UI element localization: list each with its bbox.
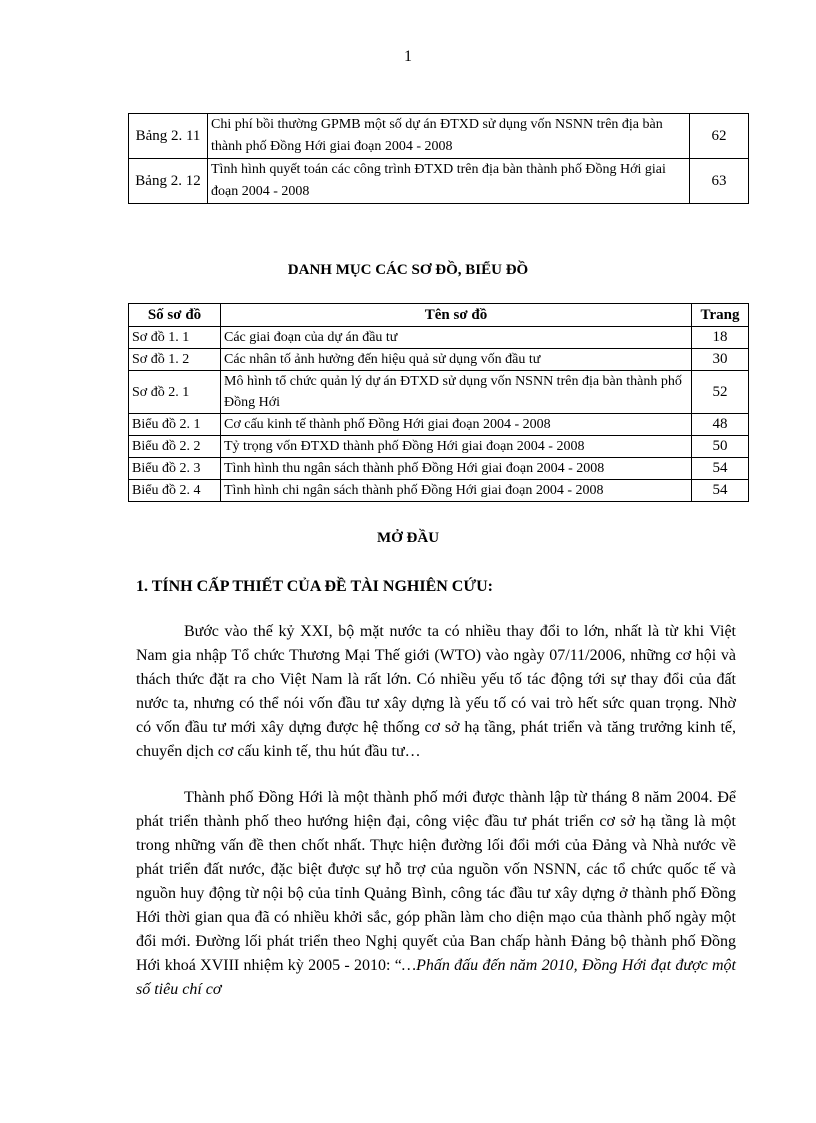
diagram-list-table xyxy=(128,303,749,502)
table-row xyxy=(129,327,749,349)
table-page-cell: 62 xyxy=(690,114,749,159)
diagram-title-cell: Các giai đoạn của dự án đầu tư xyxy=(221,327,692,349)
table-row xyxy=(129,436,749,458)
page-number: 1 xyxy=(404,48,412,65)
table-row xyxy=(129,349,749,371)
table-row xyxy=(129,458,749,480)
table-id-cell: Bảng 2. 11 xyxy=(129,114,208,159)
diagram-page-cell: 54 xyxy=(692,458,749,480)
table-list-continued xyxy=(128,113,749,204)
diagram-id-cell: Biểu đồ 2. 1 xyxy=(129,414,221,436)
table-title-cell: Tình hình quyết toán các công trình ĐTXD trên địa bàn thành phố Đồng Hới giai đoạn 2004 - 2008 xyxy=(208,159,690,204)
table-row xyxy=(129,159,749,204)
paragraph-2-text: Thành phố Đồng Hới là một thành phố mới được thành lập từ tháng 8 năm 2004. Để phát triển thành phố theo hướng hiện đại, công việc đầu tư phát triển cơ sở hạ tầng là một trong những vấn đề then chốt nhất. Thực hiện đường lối đổi mới của Đảng và Nhà nước về phát triển đất nước, đặc biệt được sự hỗ trợ của nguồn vốn NSNN, các tổ chức quốc tế và nguồn huy động từ nội bộ của tỉnh Quảng Bình, công tác đầu tư xây dựng ở thành phố Đồng Hới thời gian qua đã có nhiều khởi sắc, góp phần làm cho diện mạo của thành phố ngày một đổi mới. Đường lối phát triển theo Nghị quyết của Ban chấp hành Đảng bộ thành phố Đồng Hới khoá XVIII nhiệm kỳ 2005 - 2010: “ xyxy=(136,789,736,974)
diagram-page-cell: 30 xyxy=(692,349,749,371)
table-title-cell: Chi phí bồi thường GPMB một số dự án ĐTXD sử dụng vốn NSNN trên địa bàn thành phố Đồng Hới giai đoạn 2004 - 2008 xyxy=(208,114,690,159)
diagram-page-cell: 54 xyxy=(692,480,749,502)
intro-title: MỞ ĐẦU xyxy=(376,530,440,546)
diagram-id-cell: Sơ đồ 1. 1 xyxy=(129,327,221,349)
paragraph-1: Bước vào thế kỷ XXI, bộ mặt nước ta có nhiều thay đổi to lớn, nhất là từ khi Việt Nam gia nhập Tổ chức Thương Mại Thế giới (WTO) vào ngày 07/11/2006, những cơ hội và thách thức đặt ra cho Việt Nam là rất lớn. Có nhiều yếu tố tác động tới sự thay đổi của đất nước ta, nhưng có thể nói vốn đầu tư xây dựng là yếu tố có vai trò hết sức quan trọng. Nhờ có vốn đầu tư mới xây dựng được hệ thống cơ sở hạ tầng, phát triển và tăng trưởng kinh tế, chuyển dịch cơ cấu kinh tế, thu hút đầu tư… xyxy=(136,623,736,760)
table-row xyxy=(129,480,749,502)
diagram-id-cell: Sơ đồ 2. 1 xyxy=(129,371,221,414)
table-header-row xyxy=(129,304,749,327)
header-diagram-number: Số sơ đồ xyxy=(129,304,221,327)
paragraph-2-italic-quote: …Phấn đấu đến năm 2010, Đồng Hới đạt được một số tiêu chí cơ xyxy=(136,957,737,998)
table-row xyxy=(129,114,749,159)
diagram-page-cell: 48 xyxy=(692,414,749,436)
diagram-page-cell: 18 xyxy=(692,327,749,349)
diagram-id-cell: Biểu đồ 2. 2 xyxy=(129,436,221,458)
diagram-page-cell: 52 xyxy=(692,371,749,414)
table-page-cell: 63 xyxy=(690,159,749,204)
header-diagram-name: Tên sơ đồ xyxy=(221,304,692,327)
table-row xyxy=(129,414,749,436)
table-row xyxy=(129,371,749,414)
diagram-title-cell: Tình hình thu ngân sách thành phố Đồng Hới giai đoạn 2004 - 2008 xyxy=(221,458,692,480)
diagram-title-cell: Các nhân tố ảnh hưởng đến hiệu quả sử dụng vốn đầu tư xyxy=(221,349,692,371)
diagram-page-cell: 50 xyxy=(692,436,749,458)
section-heading: 1. TÍNH CẤP THIẾT CỦA ĐỀ TÀI NGHIÊN CỨU: xyxy=(136,578,493,595)
diagram-id-cell: Biểu đồ 2. 3 xyxy=(129,458,221,480)
diagram-title-cell: Tình hình chi ngân sách thành phố Đồng Hới giai đoạn 2004 - 2008 xyxy=(221,480,692,502)
table-id-cell: Bảng 2. 12 xyxy=(129,159,208,204)
paragraph-2 xyxy=(136,786,736,1002)
diagram-id-cell: Biểu đồ 2. 4 xyxy=(129,480,221,502)
diagram-title-cell: Mô hình tổ chức quản lý dự án ĐTXD sử dụng vốn NSNN trên địa bàn thành phố Đồng Hới xyxy=(221,371,692,414)
diagram-title-cell: Cơ cấu kinh tế thành phố Đồng Hới giai đoạn 2004 - 2008 xyxy=(221,414,692,436)
diagram-id-cell: Sơ đồ 1. 2 xyxy=(129,349,221,371)
diagram-list-title: DANH MỤC CÁC SƠ ĐỒ, BIỂU ĐỒ xyxy=(287,262,529,278)
diagram-title-cell: Tỷ trọng vốn ĐTXD thành phố Đồng Hới giai đoạn 2004 - 2008 xyxy=(221,436,692,458)
header-page: Trang xyxy=(692,304,749,327)
